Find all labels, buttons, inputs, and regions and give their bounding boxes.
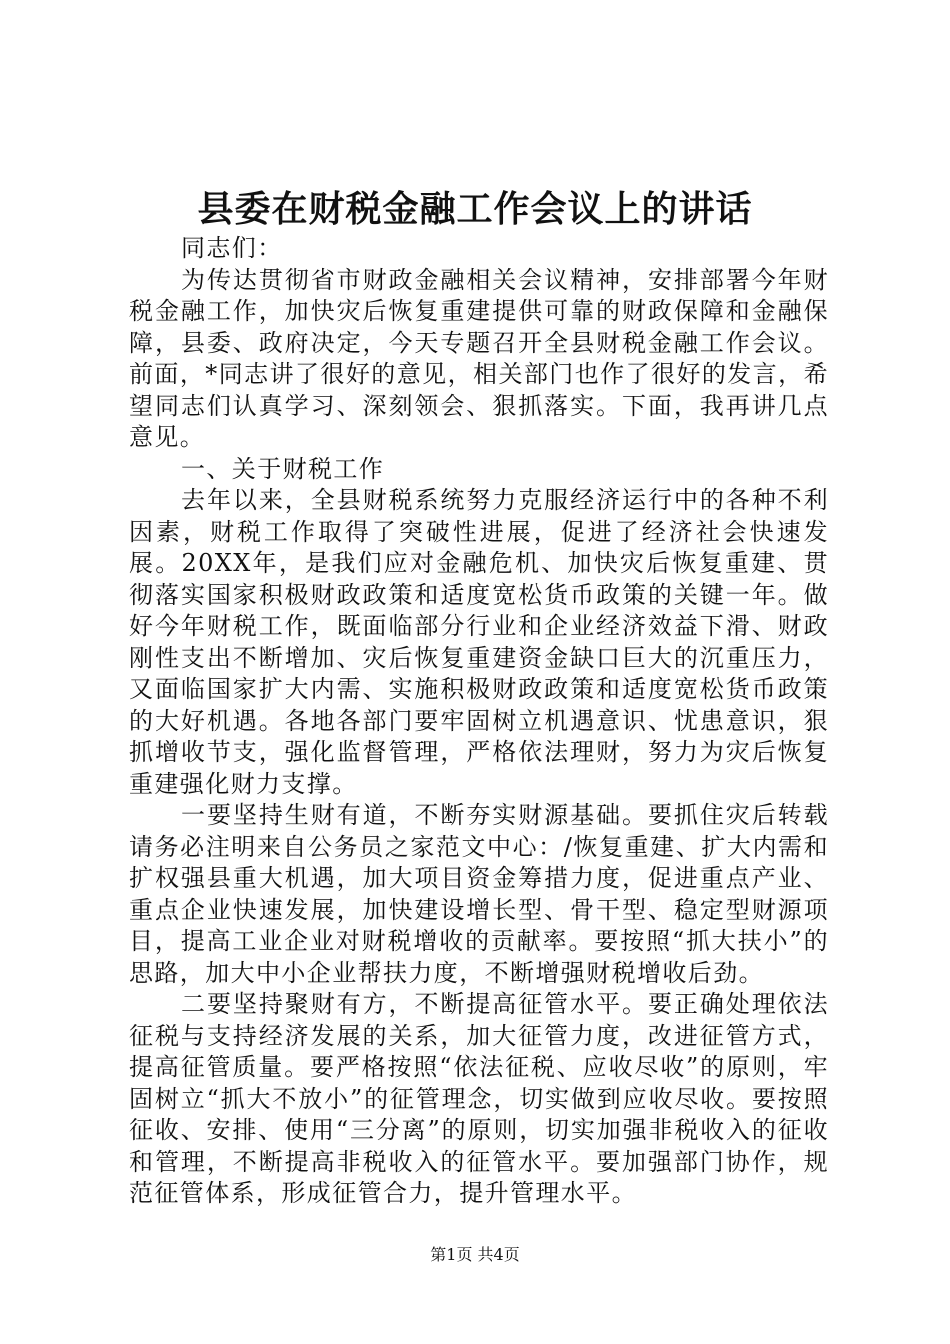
salutation-paragraph: 同志们： [181, 234, 283, 262]
document-title: 县委在财税金融工作会议上的讲话 [197, 188, 753, 230]
body-paragraph: 一要坚持生财有道，不断夯实财源基础。要抓住灾后转载请务必注明来自公务员之家范文中心：/恢复重建、扩大内需和扩权强县重大机遇，加大项目资金筹措力度，促进重点产业、重点企业快速发展，加快建设增长型、骨干型、稳定型财源项目，提高工业企业对财税增收的贡献率。要按照“抓大扶小”的思路，加大中小企业帮扶力度，不断增强财税增收后劲。 [129, 801, 829, 987]
body-paragraph: 去年以来，全县财税系统努力克服经济运行中的各种不利因素，财税工作取得了突破性进展，促进了经济社会快速发展。20XX年，是我们应对金融危机、加快灾后恢复重建、贯彻落实国家积极财政政策和适度宽松货币政策的关键一年。做好今年财税工作，既面临部分行业和企业经济效益下滑、财政刚性支出不断增加、灾后恢复重建资金缺口巨大的沉重压力，又面临国家扩大内需、实施积极财政政策和适度宽松货币政策的大好机遇。各地各部门要牢固树立机遇意识、忧患意识，狠抓增收节支，强化监督管理，严格依法理财，努力为灾后恢复重建强化财力支撑。 [129, 486, 829, 798]
page-footer: 第1页 共4页 [430, 1245, 520, 1264]
body-paragraph: 二要坚持聚财有方，不断提高征管水平。要正确处理依法征税与支持经济发展的关系，加大征管力度，改进征管方式，提高征管质量。要严格按照“依法征税、应收尽收”的原则，牢固树立“抓大不放小”的征管理念，切实做到应收尽收。要按照征收、安排、使用“三分离”的原则，切实加强非税收入的征收和管理，不断提高非税收入的征管水平。要加强部门协作，规范征管体系，形成征管合力，提升管理水平。 [129, 990, 829, 1207]
section-heading: 一、关于财税工作 [181, 454, 385, 483]
document-body [129, 233, 829, 1210]
intro-paragraph: 为传达贯彻省市财政金融相关会议精神，安排部署今年财税金融工作，加快灾后恢复重建提供可靠的财政保障和金融保障，县委、政府决定，今天专题召开全县财税金融工作会议。前面，*同志讲了很好的意见，相关部门也作了很好的发言，希望同志们认真学习、深刻领会、狠抓落实。下面，我再讲几点意见。 [129, 265, 829, 451]
